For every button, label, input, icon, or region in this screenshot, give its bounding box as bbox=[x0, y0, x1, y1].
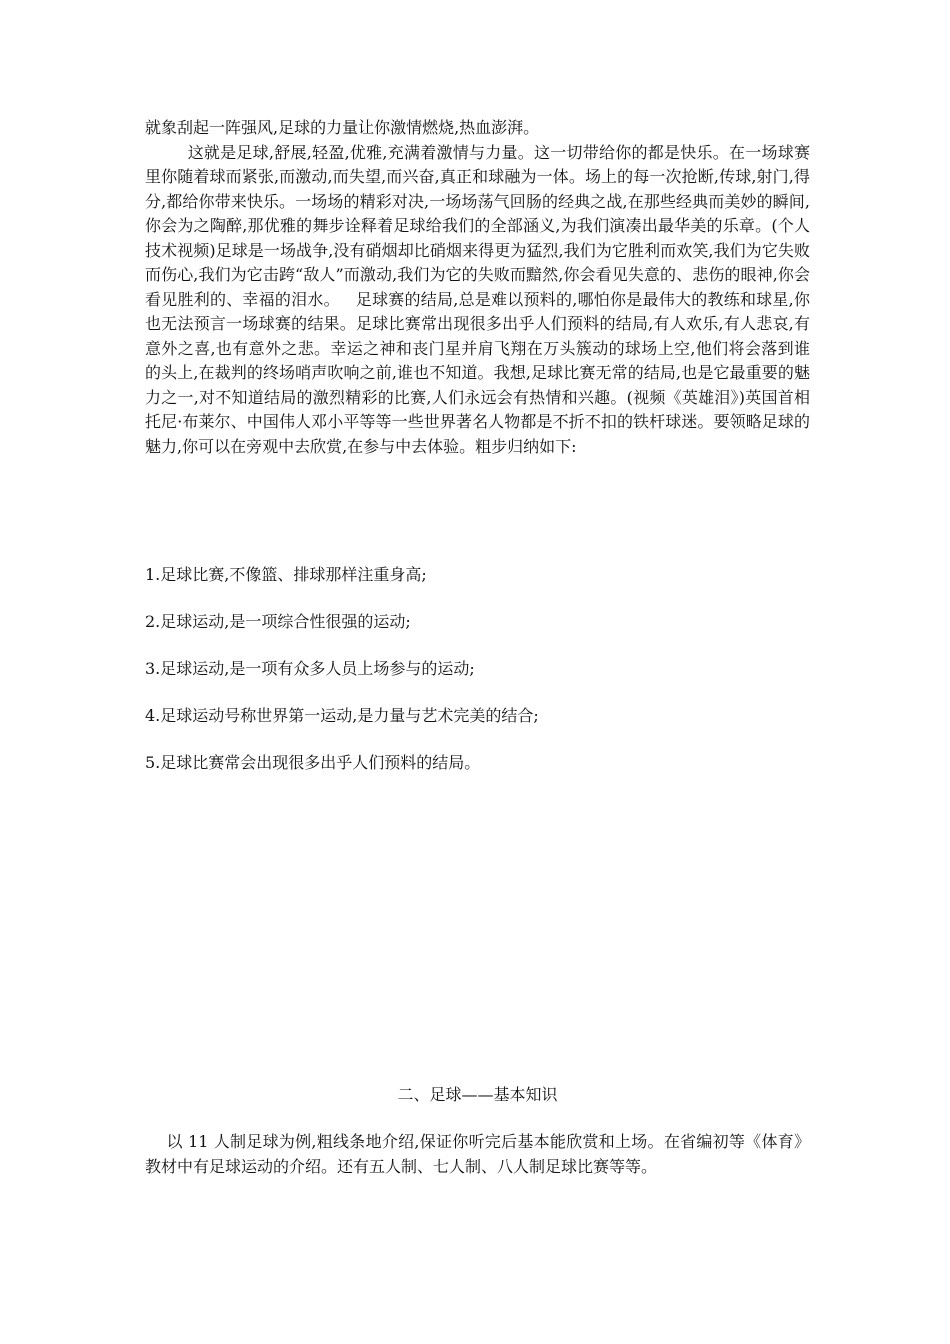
list-item: 1.足球比赛,不像篮、排球那样注重身高; bbox=[145, 565, 427, 584]
body-paragraph-intro: 就象刮起一阵强风,足球的力量让你激情燃烧,热血澎湃。 这就是足球,舒展,轻盈,优雅,充满着激情与力量。这一切带给你的都是快乐。在一场球赛里你随着球而紧张,而激动,而失望,而兴奋,真正和球融为一体。场上的每一次抢断,传球,射门,得分,都给你带来快乐。一场场的精彩对决,一场场荡气回肠的经典之战,在那些经典而美妙的瞬间,你会为之陶醉,那优雅的舞步诠释着足球给我们的全部涵义,为我们演凑出最华美的乐章。(个人技术视频)足球是一场战争,没有硝烟却比硝烟来得更为猛烈,我们为它胜利而欢笑,我们为它失败而伤心,我们为它击跨“敌人”而激动,我们为它的失败而黯然,你会看见失意的、悲伤的眼神,你会看见胜利的、幸福的泪水。 足球赛的结局,总是难以预料的,哪怕你是最伟大的教练和球星,你也无法预言一场球赛的结果。足球比赛常出现很多出乎人们预料的结局,有人欢乐,有人悲哀,有意外之喜,也有意外之悲。幸运之神和丧门星并肩飞翔在万头簇动的球场上空,他们将会落到谁的头上,在裁判的终场哨声吹响之前,谁也不知道。我想,足球比赛无常的结局,也是它最重要的魅力之一,对不知道结局的激烈精彩的比赛,人们永远会有热情和兴趣。(视频《英雄泪》)英国首相托尼·布莱尔、中国伟人邓小平等等一些世界著名人物都是不折不扣的铁杆球迷。要领略足球的魅力,你可以在旁观中去欣赏,在参与中去体验。粗步归纳如下: bbox=[145, 118, 810, 456]
section-heading: 二、足球——基本知识 bbox=[397, 1085, 558, 1104]
body-paragraph-basics: 以 11 人制足球为例,粗线条地介绍,保证你听完后基本能欣赏和上场。在省编初等《体育》教材中有足球运动的介绍。还有五人制、七人制、八人制足球比赛等等。 bbox=[145, 1132, 810, 1176]
list-item: 4.足球运动号称世界第一运动,是力量与艺术完美的结合; bbox=[145, 706, 539, 725]
list-item: 2.足球运动,是一项综合性很强的运动; bbox=[145, 612, 411, 631]
list-item: 5.足球比赛常会出现很多出乎人们预料的结局。 bbox=[145, 753, 481, 772]
list-item: 3.足球运动,是一项有众多人员上场参与的运动; bbox=[145, 659, 475, 678]
